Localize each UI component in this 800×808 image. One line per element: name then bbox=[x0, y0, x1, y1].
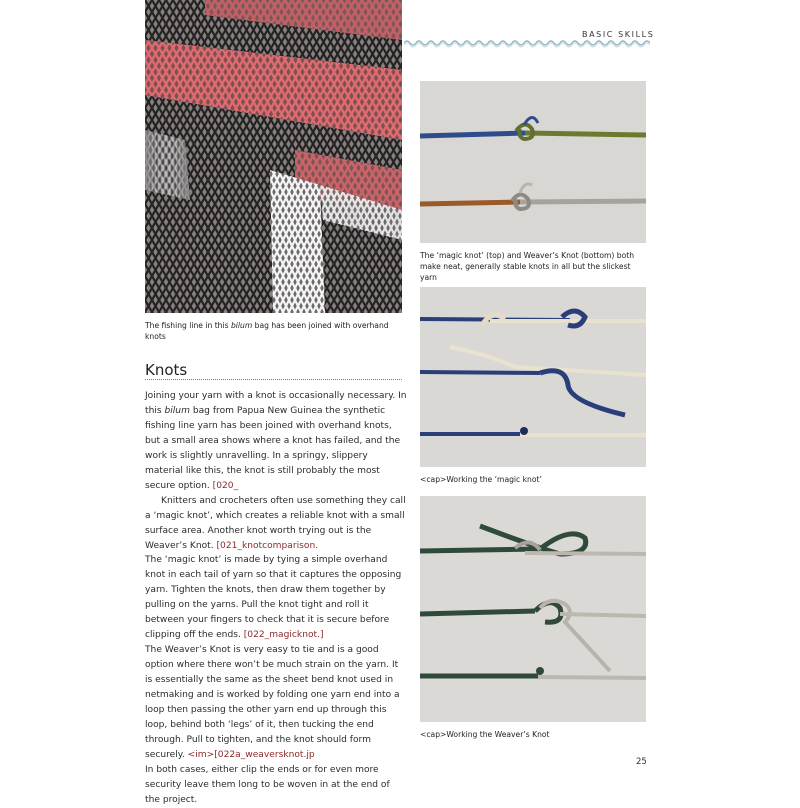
section-heading-knots: Knots bbox=[145, 361, 188, 379]
page-number: 25 bbox=[636, 757, 647, 767]
body-text bbox=[145, 389, 407, 808]
weavers-knot-photo bbox=[420, 496, 646, 722]
bilum-photo-caption: The fishing line in this bilum bag has been joined with overhand knots bbox=[145, 321, 389, 341]
header-wave-divider bbox=[404, 38, 650, 48]
running-header: BASIC SKILLS bbox=[582, 30, 655, 39]
paragraph-1: Joining your yarn with a knot is occasionally necessary. In this bilum bag from Papua New Guinea the synthetic fishing line yarn has been joined with overhand knots, but a small area shows where a knot has failed, and the work is slightly unravelling. In a springy, slippery material like this, the knot is still probably the most secure option. [020_ bbox=[145, 391, 407, 491]
weavers-knot-caption: <cap>Working the Weaver’s Knot bbox=[420, 730, 550, 739]
knot-comparison-photo bbox=[420, 81, 646, 243]
image-marker-020: [020_ bbox=[212, 480, 239, 491]
paragraph-3: The ‘magic knot’ is made by tying a simple overhand knot in each tail of yarn so that it captures the opposing yarn. Tighten the knots, then draw them together by pulling on the yarns. Pull the knot tight and roll it between your fingers to check that it is secure before clipping off the ends. [022_magicknot.] bbox=[145, 555, 402, 641]
image-marker-021: [021_knotcomparison. bbox=[216, 540, 319, 551]
magic-knot-photo bbox=[420, 287, 646, 467]
knot-comparison-caption: The ‘magic knot’ (top) and Weaver’s Knot (bottom) both make neat, generally stable knots in all but the slickest yarn bbox=[420, 251, 635, 282]
paragraph-5: In both cases, either clip the ends or for even more security leave them long to be woven in at the end of the project. bbox=[145, 764, 390, 805]
paragraph-2: Knitters and crocheters often use something they call a ‘magic knot’, which creates a reliable knot with a small surface area. Another knot worth trying out is the Weaver’s Knot. [021_knotcomparison. bbox=[145, 495, 406, 551]
bilum-bag-photo bbox=[145, 0, 402, 313]
paragraph-4: The Weaver’s Knot is very easy to tie and is a good option where there won’t be much strain on the yarn. It is essentially the same as the sheet bend knot used in netmaking and is worked by folding one yarn end into a loop then passing the other yarn end up through this loop, behind both ‘legs’ of it, then tucking the end through. Pull to tighten, and the knot should form securely. <im>[022a_weaversknot.jp bbox=[145, 645, 400, 760]
image-marker-022: [022_magicknot.] bbox=[243, 630, 324, 641]
heading-dotted-rule bbox=[145, 379, 402, 380]
image-marker-022a: <im>[022a_weaversknot.jp bbox=[187, 749, 315, 760]
magic-knot-caption: <cap>Working the ‘magic knot’ bbox=[420, 475, 542, 484]
